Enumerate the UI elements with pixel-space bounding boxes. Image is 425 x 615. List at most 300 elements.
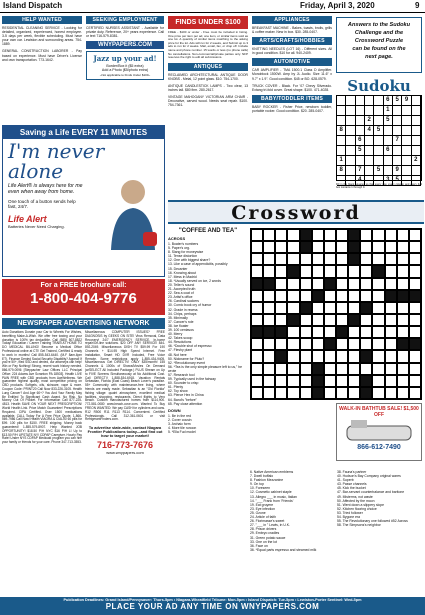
sudoku-cell[interactable] (393, 126, 402, 136)
crossword-cell[interactable] (300, 265, 312, 277)
sudoku-cell[interactable] (365, 146, 374, 156)
crossword-cell[interactable] (336, 229, 348, 241)
crossword-cell[interactable] (275, 302, 287, 314)
crossword-cell[interactable] (263, 253, 275, 265)
crossword-cell[interactable] (287, 229, 299, 241)
crossword-cell[interactable] (312, 338, 324, 350)
crossword-cell[interactable] (324, 326, 336, 338)
clue-item: 16. Knowing about (168, 270, 197, 275)
crossword-cell[interactable] (397, 302, 409, 314)
crossword-cell[interactable] (385, 241, 397, 253)
crossword-cell[interactable] (360, 241, 372, 253)
crossword-cell[interactable] (287, 314, 299, 326)
crossword-cell[interactable] (397, 314, 409, 326)
crossword-cell[interactable] (324, 302, 336, 314)
crossword-cell[interactable] (372, 350, 384, 362)
footer-banner (0, 597, 425, 615)
crossword-cell[interactable] (251, 265, 263, 277)
crossword-cell[interactable] (360, 338, 372, 350)
sudoku-cell[interactable] (412, 96, 421, 106)
sudoku-cell[interactable]: 5 (374, 166, 383, 176)
crossword-cell[interactable] (409, 363, 421, 375)
crossword-cell[interactable] (324, 375, 336, 387)
crossword-cell[interactable] (324, 363, 336, 375)
crossword-cell[interactable] (324, 290, 336, 302)
crossword-cell[interactable] (397, 387, 409, 399)
crossword-cell[interactable] (251, 350, 263, 362)
sudoku-cell[interactable]: 6 (384, 146, 393, 156)
crossword-cell[interactable] (263, 278, 275, 290)
sudoku-cell[interactable] (365, 136, 374, 146)
sudoku-cell[interactable] (346, 136, 355, 146)
sudoku-cell[interactable] (337, 96, 346, 106)
sudoku-cell[interactable] (346, 116, 355, 126)
crossword-cell[interactable] (348, 278, 360, 290)
network-phone[interactable]: 716-773-7676 (96, 440, 154, 451)
crossword-cell[interactable] (263, 350, 275, 362)
crossword-cell[interactable] (336, 375, 348, 387)
crossword-cell[interactable] (385, 302, 397, 314)
sudoku-cell[interactable] (412, 116, 421, 126)
sudoku-cell[interactable]: 9 (393, 166, 402, 176)
crossword-cell[interactable] (360, 290, 372, 302)
crossword-cell[interactable] (372, 375, 384, 387)
crossword-cell[interactable] (300, 326, 312, 338)
crossword-cell[interactable] (336, 290, 348, 302)
clue-item: 58. The Simpsons's neighbor (337, 523, 381, 528)
brochure-phone[interactable]: 1-800-404-9776 (30, 290, 137, 307)
crossword-cell[interactable] (409, 278, 421, 290)
crossword-cell[interactable] (312, 326, 324, 338)
crossword-cell[interactable] (287, 326, 299, 338)
sudoku-cell[interactable] (412, 106, 421, 116)
crossword-cell[interactable] (251, 253, 263, 265)
clue-item: 20. Teller's sound (168, 282, 195, 287)
answers-box (336, 17, 422, 73)
crossword-cell[interactable] (409, 326, 421, 338)
sudoku-cell[interactable] (365, 106, 374, 116)
sudoku-cell[interactable]: 2 (365, 116, 374, 126)
crossword-cell[interactable] (300, 253, 312, 265)
sudoku-cell[interactable] (374, 106, 383, 116)
arts-ad: KNITTING NEEDLES (LOT 16) - Different sizes. All in good condition. $10 for all. 940-2409. (252, 47, 332, 56)
crossword-cell[interactable] (275, 314, 287, 326)
sudoku-cell[interactable] (337, 146, 346, 156)
crossword-cell[interactable] (385, 229, 397, 241)
sudoku-cell[interactable] (374, 146, 383, 156)
crossword-cell[interactable] (312, 278, 324, 290)
crossword-cell[interactable] (251, 278, 263, 290)
brochure-banner[interactable] (2, 279, 165, 315)
crossword-cell[interactable] (300, 350, 312, 362)
crossword-cell[interactable] (397, 363, 409, 375)
sudoku-cell[interactable] (384, 166, 393, 176)
sudoku-cell[interactable] (412, 136, 421, 146)
crossword-cell[interactable] (409, 265, 421, 277)
crossword-cell[interactable] (409, 314, 421, 326)
sudoku-cell[interactable] (346, 166, 355, 176)
crossword-cell[interactable] (300, 241, 312, 253)
crossword-cell[interactable] (312, 253, 324, 265)
sudoku-cell[interactable] (384, 156, 393, 166)
sudoku-cell[interactable] (402, 126, 411, 136)
crossword-cell[interactable] (385, 338, 397, 350)
crossword-cell[interactable] (409, 350, 421, 362)
crossword-cell[interactable] (336, 326, 348, 338)
sudoku-cell[interactable]: 5 (356, 146, 365, 156)
sudoku-cell[interactable] (346, 126, 355, 136)
crossword-cell[interactable] (324, 338, 336, 350)
crossword-cell[interactable] (287, 241, 299, 253)
sudoku-cell[interactable] (393, 106, 402, 116)
arts-header: ARTS/CRAFTS/HOBBIES (252, 37, 332, 45)
wnypapers-banner[interactable]: WNYPAPERS.COM (86, 41, 164, 49)
crossword-cell[interactable] (397, 375, 409, 387)
crossword-cell[interactable] (360, 229, 372, 241)
crossword-cell[interactable] (372, 278, 384, 290)
crossword-cell[interactable] (263, 241, 275, 253)
crossword-cell[interactable] (409, 375, 421, 387)
crossword-cell[interactable] (409, 290, 421, 302)
crossword-cell[interactable] (324, 229, 336, 241)
crossword-cell[interactable] (397, 338, 409, 350)
sudoku-cell[interactable]: 2 (412, 156, 421, 166)
crossword-cell[interactable] (385, 375, 397, 387)
sudoku-cell[interactable]: 8 (337, 126, 346, 136)
crossword-cell[interactable] (312, 290, 324, 302)
crossword-cell[interactable] (360, 253, 372, 265)
crossword-cell[interactable] (360, 278, 372, 290)
crossword-grid[interactable] (250, 228, 422, 400)
sudoku-cell[interactable] (402, 116, 411, 126)
crossword-cell[interactable] (336, 338, 348, 350)
crossword-cell[interactable] (251, 326, 263, 338)
sudoku-cell[interactable]: 8 (337, 166, 346, 176)
crossword-cell[interactable] (348, 253, 360, 265)
clue-item: 8. Slang for moneywise (168, 250, 204, 255)
crossword-cell[interactable] (336, 314, 348, 326)
crossword-cell[interactable] (263, 387, 275, 399)
crossword-cell[interactable] (360, 302, 372, 314)
sudoku-cell[interactable] (374, 136, 383, 146)
sudoku-cell[interactable]: 5 (374, 126, 383, 136)
crossword-cell[interactable] (372, 326, 384, 338)
crossword-cell[interactable] (360, 375, 372, 387)
sudoku-cell[interactable] (337, 106, 346, 116)
help-wanted-header: HELP WANTED (2, 16, 82, 24)
crossword-cell[interactable] (397, 253, 409, 265)
crossword-cell[interactable] (385, 350, 397, 362)
crossword-cell[interactable] (287, 387, 299, 399)
crossword-cell[interactable] (312, 229, 324, 241)
sudoku-cell[interactable] (412, 166, 421, 176)
crossword-cell[interactable] (336, 350, 348, 362)
crossword-cell[interactable] (275, 387, 287, 399)
crossword-cell[interactable] (251, 241, 263, 253)
crossword-cell[interactable] (312, 363, 324, 375)
crossword-cell[interactable] (275, 350, 287, 362)
crossword-cell[interactable] (348, 375, 360, 387)
crossword-cell[interactable] (336, 253, 348, 265)
crossword-cell[interactable] (348, 265, 360, 277)
crossword-cell[interactable] (409, 338, 421, 350)
crossword-cell[interactable] (372, 363, 384, 375)
crossword-cell[interactable] (397, 241, 409, 253)
sudoku-cell[interactable]: 3 (384, 176, 393, 186)
crossword-cell[interactable] (263, 265, 275, 277)
crossword-cell[interactable] (312, 387, 324, 399)
network-site[interactable]: www.wnypapers.com (106, 450, 144, 456)
sudoku-cell[interactable] (337, 116, 346, 126)
crossword-cell[interactable] (372, 387, 384, 399)
crossword-cell[interactable] (324, 278, 336, 290)
crossword-cell[interactable] (348, 350, 360, 362)
crossword-cell[interactable] (312, 302, 324, 314)
crossword-cell[interactable] (263, 338, 275, 350)
crossword-cell[interactable] (287, 302, 299, 314)
crossword-cell[interactable] (409, 302, 421, 314)
crossword-cell[interactable] (372, 229, 384, 241)
sudoku-cell[interactable] (346, 156, 355, 166)
crossword-cell[interactable] (312, 375, 324, 387)
crossword-cell[interactable] (397, 265, 409, 277)
sudoku-cell[interactable]: 4 (365, 126, 374, 136)
crossword-cell[interactable] (372, 253, 384, 265)
sudoku-cell[interactable] (402, 146, 411, 156)
crossword-cell[interactable] (348, 229, 360, 241)
crossword-cell[interactable] (324, 265, 336, 277)
crossword-cell[interactable] (348, 314, 360, 326)
sudoku-cell[interactable] (374, 116, 383, 126)
crossword-cell[interactable] (348, 326, 360, 338)
crossword-cell[interactable] (287, 375, 299, 387)
crossword-cell[interactable] (397, 326, 409, 338)
crossword-cell[interactable] (360, 314, 372, 326)
crossword-cell[interactable] (263, 229, 275, 241)
clue-item: 49. Misterms, not waste (337, 494, 373, 499)
seeking-header: SEEKING EMPLOYMENT (86, 16, 164, 24)
sudoku-cell[interactable] (384, 136, 393, 146)
sudoku-cell[interactable] (346, 146, 355, 156)
sudoku-cell[interactable] (356, 106, 365, 116)
crossword-cell[interactable] (324, 350, 336, 362)
sudoku-cell[interactable] (346, 106, 355, 116)
crossword-cell[interactable] (336, 387, 348, 399)
crossword-cell[interactable] (336, 265, 348, 277)
crossword-cell[interactable] (300, 302, 312, 314)
crossword-cell[interactable] (275, 326, 287, 338)
crossword-cell[interactable] (275, 241, 287, 253)
sudoku-cell[interactable] (393, 156, 402, 166)
crossword-cell[interactable] (312, 314, 324, 326)
appliances-section (252, 16, 332, 113)
clue-item: 51. Went down a slippery slope (337, 502, 385, 507)
crossword-cell[interactable] (324, 253, 336, 265)
sudoku-cell[interactable]: 7 (356, 166, 365, 176)
crossword-cell[interactable] (287, 363, 299, 375)
crossword-cell[interactable] (263, 302, 275, 314)
crossword-cell[interactable] (287, 350, 299, 362)
crossword-cell[interactable] (385, 278, 397, 290)
footer-cta[interactable]: PLACE YOUR AD ANY TIME ON WNYPAPERS.COM (105, 602, 320, 611)
clue-item: 62. Toy show (168, 389, 188, 394)
crossword-cell[interactable] (385, 314, 397, 326)
crossword-cell[interactable] (372, 241, 384, 253)
sudoku-cell[interactable]: 6 (356, 136, 365, 146)
crossword-cell[interactable] (275, 278, 287, 290)
crossword-cell[interactable] (251, 302, 263, 314)
crossword-cell[interactable] (263, 290, 275, 302)
sudoku-cell[interactable]: 1 (384, 106, 393, 116)
crossword-cell[interactable] (251, 290, 263, 302)
crossword-cell[interactable] (312, 265, 324, 277)
sudoku-cell[interactable]: 6 (384, 96, 393, 106)
crossword-cell[interactable] (263, 326, 275, 338)
crossword-cell[interactable] (287, 265, 299, 277)
crossword-cell[interactable] (300, 278, 312, 290)
network-header: NEWSPAPER ADVERTISING NETWORK (2, 318, 165, 329)
sudoku-cell[interactable]: 5 (384, 116, 393, 126)
crossword-cell[interactable] (336, 278, 348, 290)
sudoku-cell[interactable] (365, 166, 374, 176)
sudoku-cell[interactable] (384, 126, 393, 136)
sudoku-cell[interactable] (412, 146, 421, 156)
crossword-cell[interactable] (360, 387, 372, 399)
sudoku-cell[interactable]: 1 (337, 156, 346, 166)
crossword-cell[interactable] (263, 363, 275, 375)
crossword-cell[interactable] (300, 338, 312, 350)
crossword-cell[interactable] (287, 278, 299, 290)
crossword-cell[interactable] (300, 375, 312, 387)
across-clues (168, 236, 246, 434)
bathtub-phone[interactable]: 866-612-7490 (357, 444, 401, 451)
sudoku-cell[interactable] (346, 96, 355, 106)
crossword-cell[interactable] (324, 314, 336, 326)
crossword-cell[interactable] (409, 253, 421, 265)
crossword-cell[interactable] (360, 326, 372, 338)
crossword-cell[interactable] (372, 290, 384, 302)
crossword-cell[interactable] (385, 326, 397, 338)
sudoku-cell[interactable]: 5 (393, 176, 402, 186)
crossword-cell[interactable] (348, 241, 360, 253)
crossword-cell[interactable] (251, 229, 263, 241)
crossword-cell[interactable] (397, 229, 409, 241)
crossword-cell[interactable] (397, 350, 409, 362)
crossword-cell[interactable] (275, 363, 287, 375)
crossword-cell[interactable] (287, 338, 299, 350)
sudoku-cell[interactable] (356, 156, 365, 166)
sudoku-cell[interactable] (402, 106, 411, 116)
crossword-cell[interactable] (360, 265, 372, 277)
sudoku-cell[interactable] (356, 126, 365, 136)
life-alert-touch: One touch of a button sends help fast, 24/7. (8, 199, 76, 209)
crossword-cell[interactable] (300, 363, 312, 375)
crossword-cell[interactable] (251, 375, 263, 387)
sudoku-cell[interactable]: 4 (356, 176, 365, 186)
crossword-cell[interactable] (409, 241, 421, 253)
sudoku-cell[interactable] (365, 156, 374, 166)
crossword-cell[interactable] (275, 265, 287, 277)
sudoku-cell[interactable] (393, 116, 402, 126)
down-clues-3 (337, 470, 422, 527)
sudoku-cell[interactable] (402, 166, 411, 176)
crossword-cell[interactable] (275, 375, 287, 387)
crossword-cell[interactable] (263, 375, 275, 387)
crossword-cell[interactable] (275, 253, 287, 265)
crossword-cell[interactable] (397, 278, 409, 290)
crossword-cell[interactable] (324, 387, 336, 399)
crossword-cell[interactable] (409, 229, 421, 241)
crossword-cell[interactable] (312, 350, 324, 362)
sudoku-cell[interactable] (365, 96, 374, 106)
crossword-cell[interactable] (385, 290, 397, 302)
crossword-cell[interactable] (287, 290, 299, 302)
sudoku-cell[interactable] (402, 136, 411, 146)
clue-item: 28. Prison drivers (250, 527, 277, 532)
crossword-cell[interactable] (275, 229, 287, 241)
crossword-cell[interactable] (275, 338, 287, 350)
crossword-cell[interactable] (336, 302, 348, 314)
crossword-cell[interactable] (287, 253, 299, 265)
sudoku-cell[interactable] (356, 116, 365, 126)
sudoku-cell[interactable] (412, 126, 421, 136)
sudoku-cell[interactable] (356, 96, 365, 106)
sudoku-cell[interactable]: 7 (393, 136, 402, 146)
sudoku-cell[interactable] (374, 156, 383, 166)
crossword-cell[interactable] (385, 387, 397, 399)
crossword-cell[interactable] (360, 350, 372, 362)
crossword-cell[interactable] (324, 241, 336, 253)
sudoku-cell[interactable] (393, 146, 402, 156)
crossword-cell[interactable] (300, 290, 312, 302)
crossword-cell[interactable] (385, 253, 397, 265)
crossword-cell[interactable] (348, 363, 360, 375)
crossword-cell[interactable] (275, 290, 287, 302)
crossword-cell[interactable] (348, 338, 360, 350)
crossword-cell[interactable] (251, 338, 263, 350)
crossword-cell[interactable] (312, 241, 324, 253)
sudoku-cell[interactable] (337, 136, 346, 146)
crossword-cell[interactable] (397, 290, 409, 302)
crossword-cell[interactable] (300, 387, 312, 399)
crossword-cell[interactable] (348, 302, 360, 314)
crossword-cell[interactable] (348, 290, 360, 302)
sudoku-cell[interactable]: 9 (402, 96, 411, 106)
crossword-cell[interactable] (251, 363, 263, 375)
sudoku-cell[interactable] (374, 96, 383, 106)
sudoku-cell[interactable] (402, 156, 411, 166)
crossword-cell[interactable] (372, 338, 384, 350)
crossword-cell[interactable] (385, 265, 397, 277)
crossword-cell[interactable] (251, 387, 263, 399)
sudoku-cell[interactable]: 5 (393, 96, 402, 106)
crossword-cell[interactable] (336, 241, 348, 253)
automotive-header: AUTOMOTIVE (252, 58, 332, 66)
crossword-cell[interactable] (263, 314, 275, 326)
crossword-cell[interactable] (300, 314, 312, 326)
crossword-cell[interactable] (336, 363, 348, 375)
crossword-cell[interactable] (348, 387, 360, 399)
clue-item: 8. Fashion Mezzanine (250, 478, 284, 483)
crossword-cell[interactable] (372, 314, 384, 326)
crossword-cell[interactable] (385, 363, 397, 375)
crossword-cell[interactable] (251, 314, 263, 326)
crossword-cell[interactable] (300, 229, 312, 241)
crossword-cell[interactable] (409, 387, 421, 399)
crossword-cell[interactable] (372, 265, 384, 277)
crossword-cell[interactable] (360, 363, 372, 375)
crossword-cell[interactable] (372, 302, 384, 314)
